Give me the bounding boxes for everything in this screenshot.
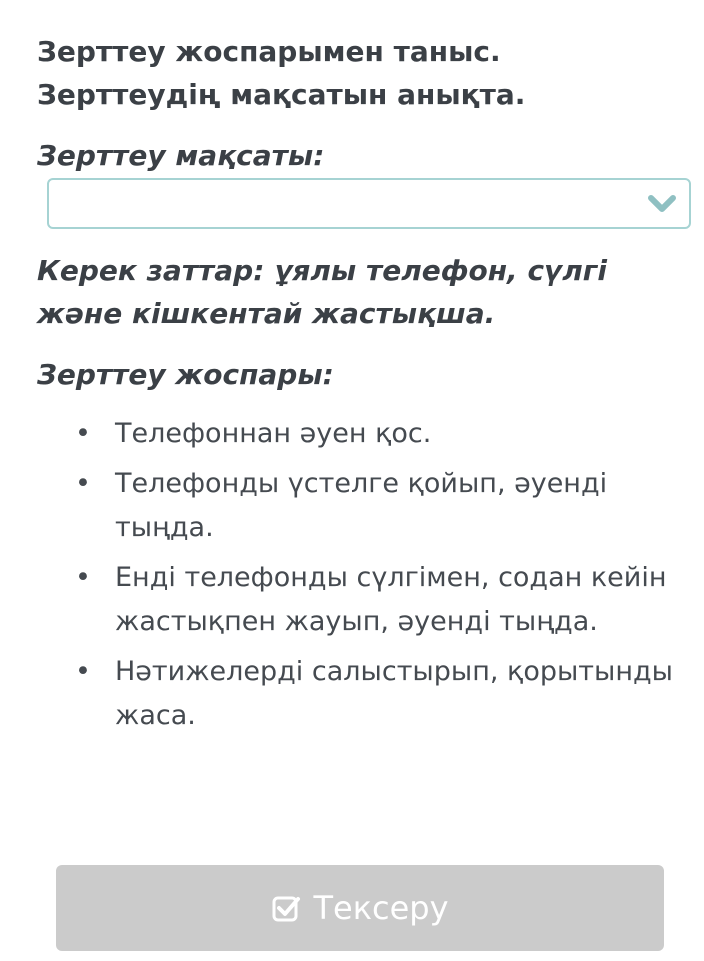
check-button-label: Тексеру	[313, 889, 449, 927]
check-button[interactable]	[56, 865, 664, 951]
materials-text: Керек заттар: ұялы телефон, сүлгі және кішкентай жастықша.	[37, 254, 608, 330]
plan-item	[75, 462, 675, 550]
bullet: •	[75, 656, 91, 687]
bullet: •	[75, 468, 91, 499]
plan-item	[75, 556, 675, 644]
plan-list	[75, 412, 675, 744]
checkbox-check-icon	[271, 893, 301, 923]
goal-select[interactable]	[47, 178, 691, 229]
chevron-down-icon	[647, 193, 677, 215]
bullet: •	[75, 418, 91, 449]
plan-item	[75, 412, 675, 456]
plan-label: Зерттеу жоспары:	[37, 358, 334, 391]
task-title: Зерттеу жоспарымен таныс. Зерттеудің мақсатын анықта.	[37, 35, 526, 111]
plan-item-text: Телефонды үстелге қойып, әуенді тыңда.	[115, 468, 608, 543]
bullet: •	[75, 562, 91, 593]
plan-item-text: Нәтижелерді салыстырып, қорытынды жаса.	[115, 656, 673, 731]
plan-item-text: Енді телефонды сүлгімен, содан кейін жастықпен жауып, әуенді тыңда.	[115, 562, 667, 637]
goal-label: Зерттеу мақсаты:	[37, 139, 325, 172]
plan-item-text: Телефоннан әуен қос.	[115, 418, 432, 449]
plan-item	[75, 650, 675, 738]
